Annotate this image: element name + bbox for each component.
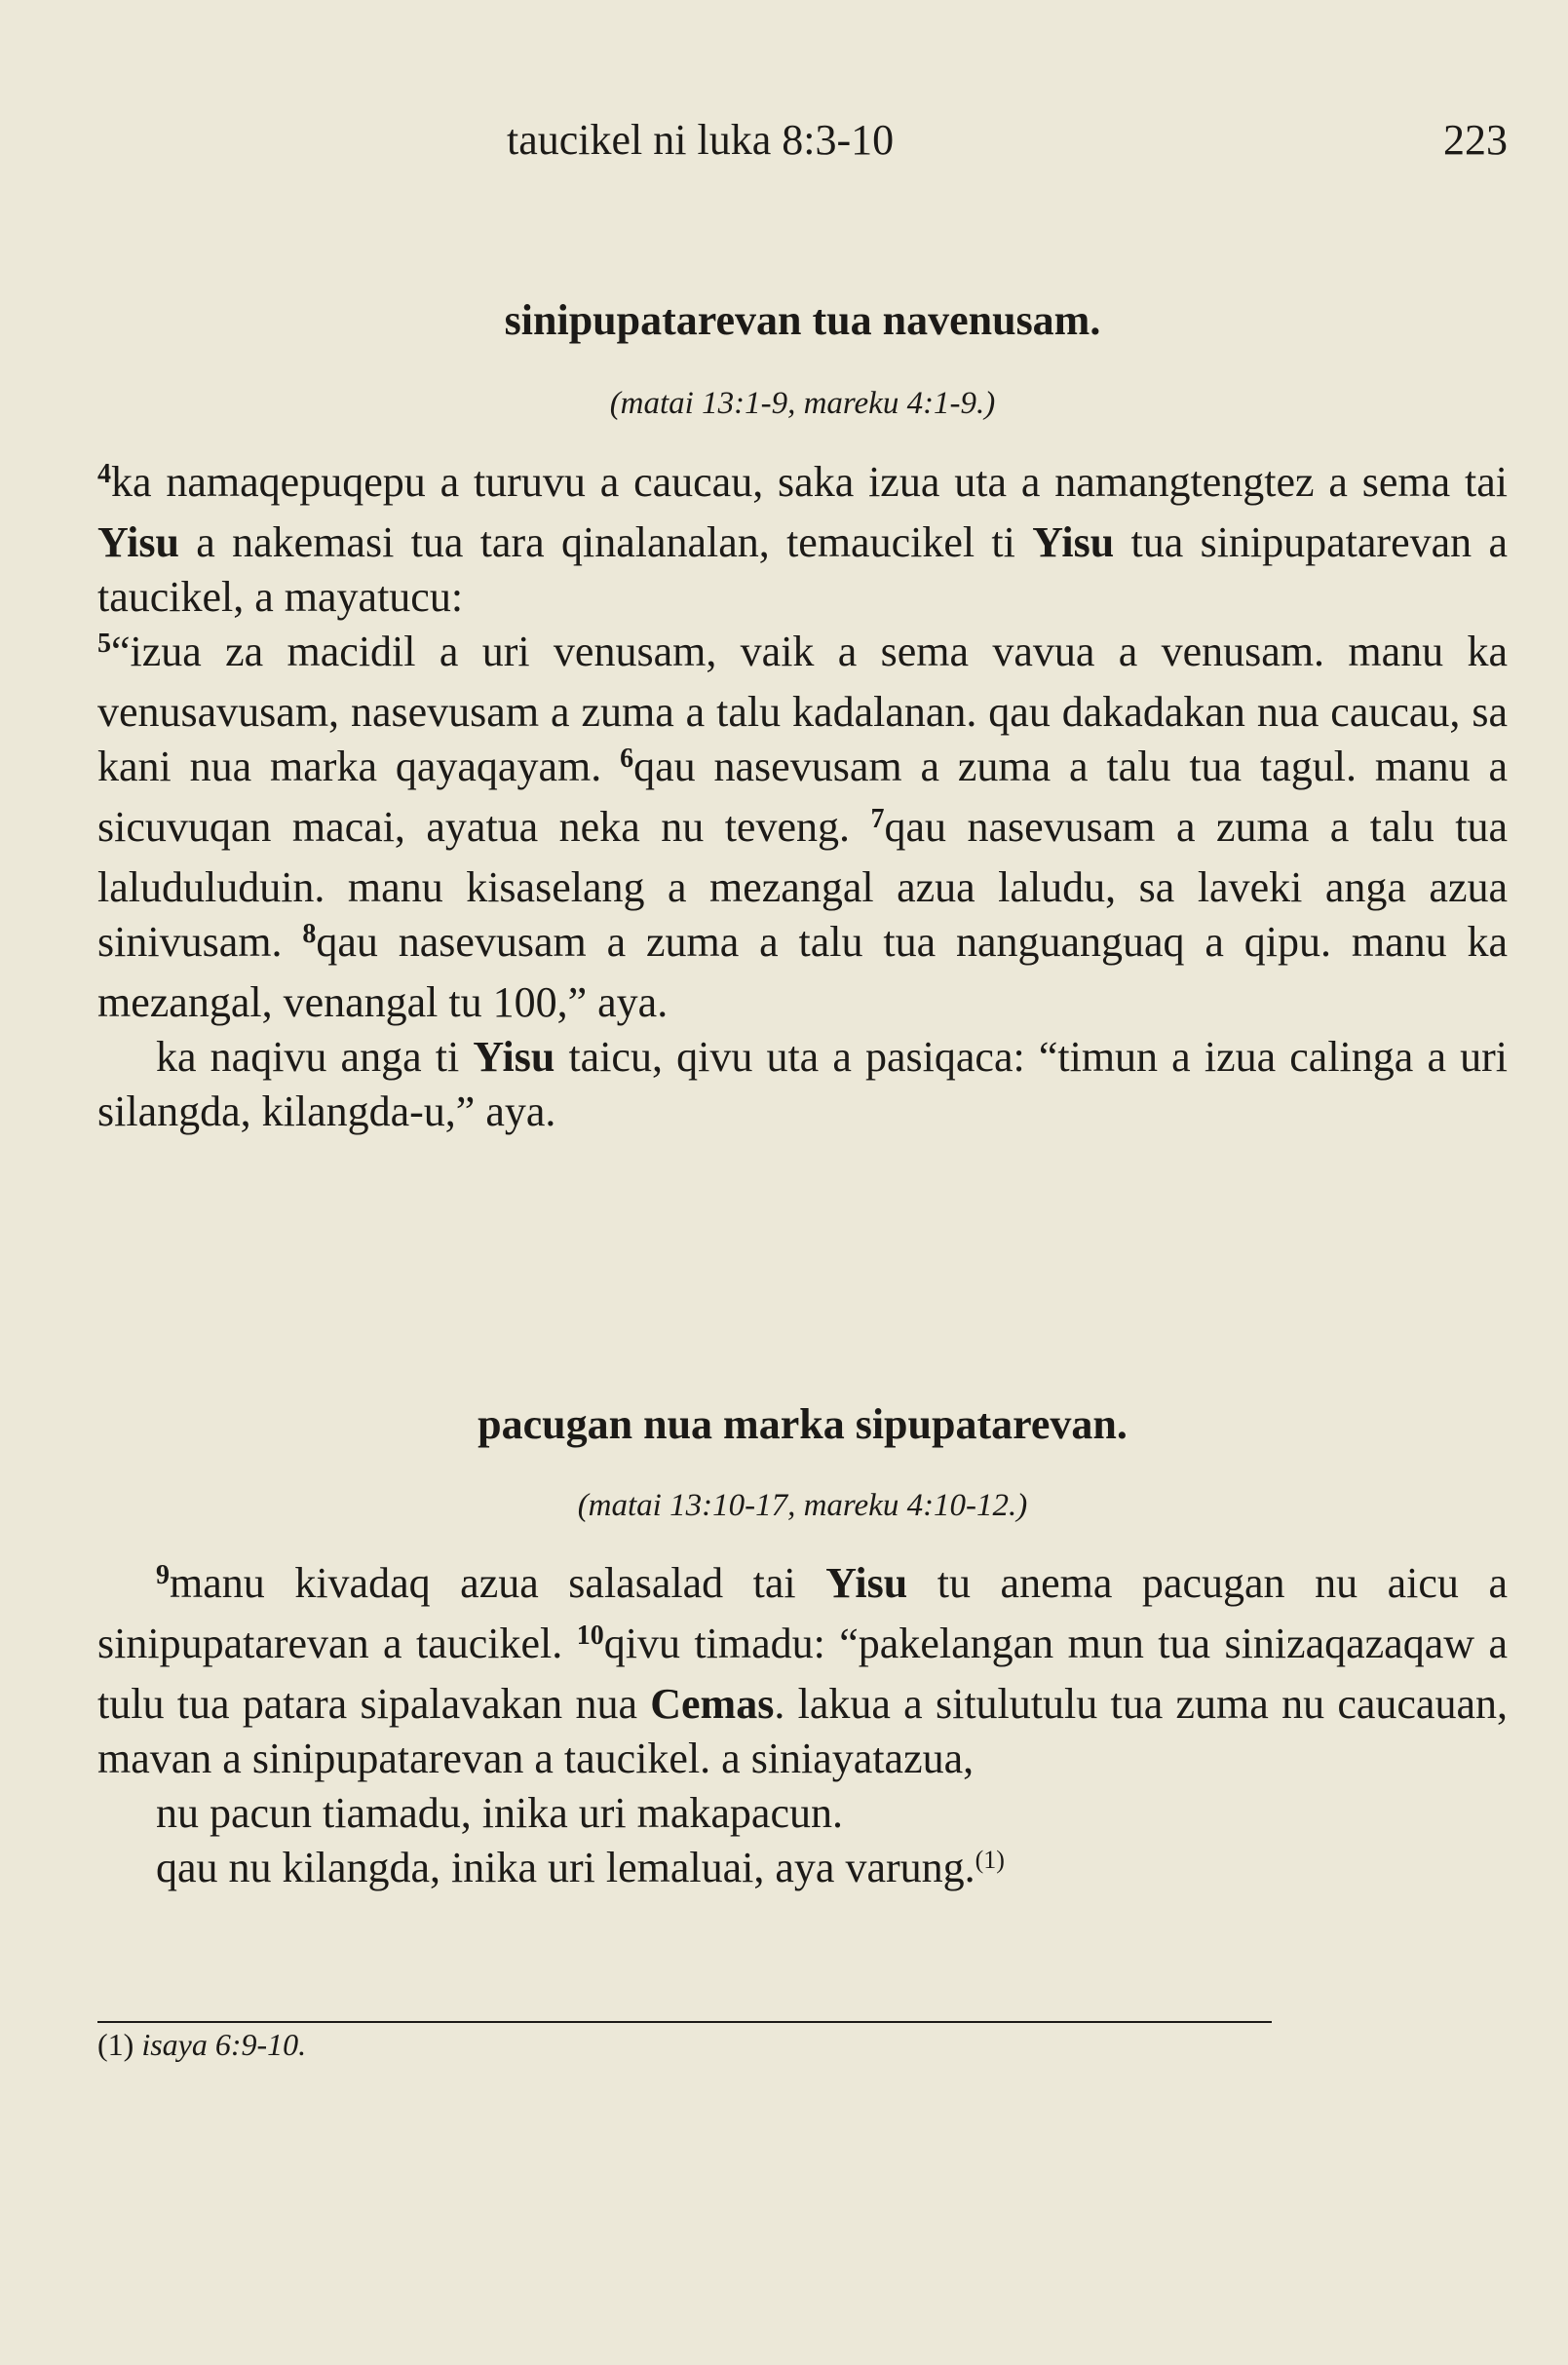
verse-text: ka namaqepuqepu a turuvu a caucau, saka izua uta a namangtengtez a sema tai [111, 458, 1508, 506]
verse-number: 4 [97, 459, 111, 489]
name-yisu: Yisu [825, 1559, 908, 1607]
verse-text: qivu timadu: “pakelangan mun tua sinizaqazaqaw a tulu tua patara sipalavakan nua [97, 1620, 1508, 1728]
paragraph-verse-5 [97, 625, 1508, 1030]
running-title: taucikel ni luka 8:3-10 [507, 116, 895, 164]
name-yisu: Yisu [473, 1033, 555, 1081]
section-body-sower [97, 455, 1508, 1139]
verse-text: ka naqivu anga ti [156, 1033, 474, 1081]
footnote-text: isaya 6:9-10. [141, 2027, 307, 2062]
quote-line-2 [97, 1841, 1508, 1901]
verse-text: qau nasevusam a zuma a talu tua tagul. manu a sicuvuqan macai, ayatua neka nu teveng. [97, 743, 1508, 851]
name-yisu: Yisu [97, 518, 179, 566]
verse-text: a nakemasi tua tara qinalanalan, temaucikel ti [178, 518, 1033, 566]
page-number: 223 [1443, 116, 1508, 164]
section-reference-sower: (matai 13:1-9, mareku 4:1-9.) [609, 386, 996, 421]
paragraph-verse-9 [97, 1556, 1508, 1786]
quote-line-1: nu pacun tiamadu, inika uri makapacun. [156, 1789, 843, 1837]
running-header [97, 115, 1508, 173]
section-heading-sower: sinipupatarevan tua navenusam. [504, 296, 1101, 344]
section-reference-parables: (matai 13:10-17, mareku 4:10-12.) [577, 1488, 1028, 1523]
name-cemas: Cemas [650, 1680, 775, 1728]
verse-number: 8 [302, 919, 317, 949]
paragraph-verse-4 [97, 455, 1508, 625]
verse-text: qau nasevusam a zuma a talu tua nanguanguaq a qipu. manu ka mezangal, venangal tu 100,” aya. [97, 918, 1508, 1026]
verse-number: 7 [870, 804, 885, 834]
footnote-mark: (1) [97, 2027, 134, 2062]
verse-number: 5 [97, 629, 111, 659]
verse-text: tu anema pacugan nu aicu a sinipupatarevan a taucikel. [97, 1559, 1509, 1667]
verse-number: 9 [156, 1560, 170, 1590]
footnote [97, 2027, 306, 2063]
verse-text: taicu, qivu uta a pasiqaca: “timun a izua calinga a uri silangda, kilangda-u,” aya. [97, 1033, 1508, 1135]
verse-text: manu kivadaq azua salasalad tai [170, 1559, 826, 1607]
paragraph-hear [97, 1030, 1508, 1139]
verse-number: 6 [620, 744, 634, 774]
footnote-divider [97, 2021, 1272, 2023]
verse-text: tua sinipupatarevan a taucikel, a mayatucu: [97, 518, 1508, 621]
verse-text: qau nasevusam a zuma a talu tua laluduluduin. manu kisaselang a mezangal azua laludu, sa laveki anga azua sinivusam. [97, 803, 1508, 966]
section-body-parables [97, 1556, 1508, 1901]
name-yisu: Yisu [1032, 518, 1115, 566]
quote-text: qau nu kilangda, inika uri lemaluai, aya varung. [156, 1844, 975, 1891]
verse-text: . lakua a situlutulu tua zuma nu caucauan, mavan a sinipupatarevan a taucikel. a siniayatazua, [97, 1680, 1508, 1782]
section-heading-parables: pacugan nua marka sipupatarevan. [478, 1400, 1128, 1448]
footnote-reference: (1) [975, 1846, 1005, 1874]
verse-text: “izua za macidil a uri venusam, vaik a sema vavua a venusam. manu ka venusavusam, nasevusam a zuma a talu kadalanan. qau dakadakan nua caucau, sa kani nua marka qayaqayam. [97, 628, 1508, 790]
verse-number: 10 [576, 1621, 604, 1651]
